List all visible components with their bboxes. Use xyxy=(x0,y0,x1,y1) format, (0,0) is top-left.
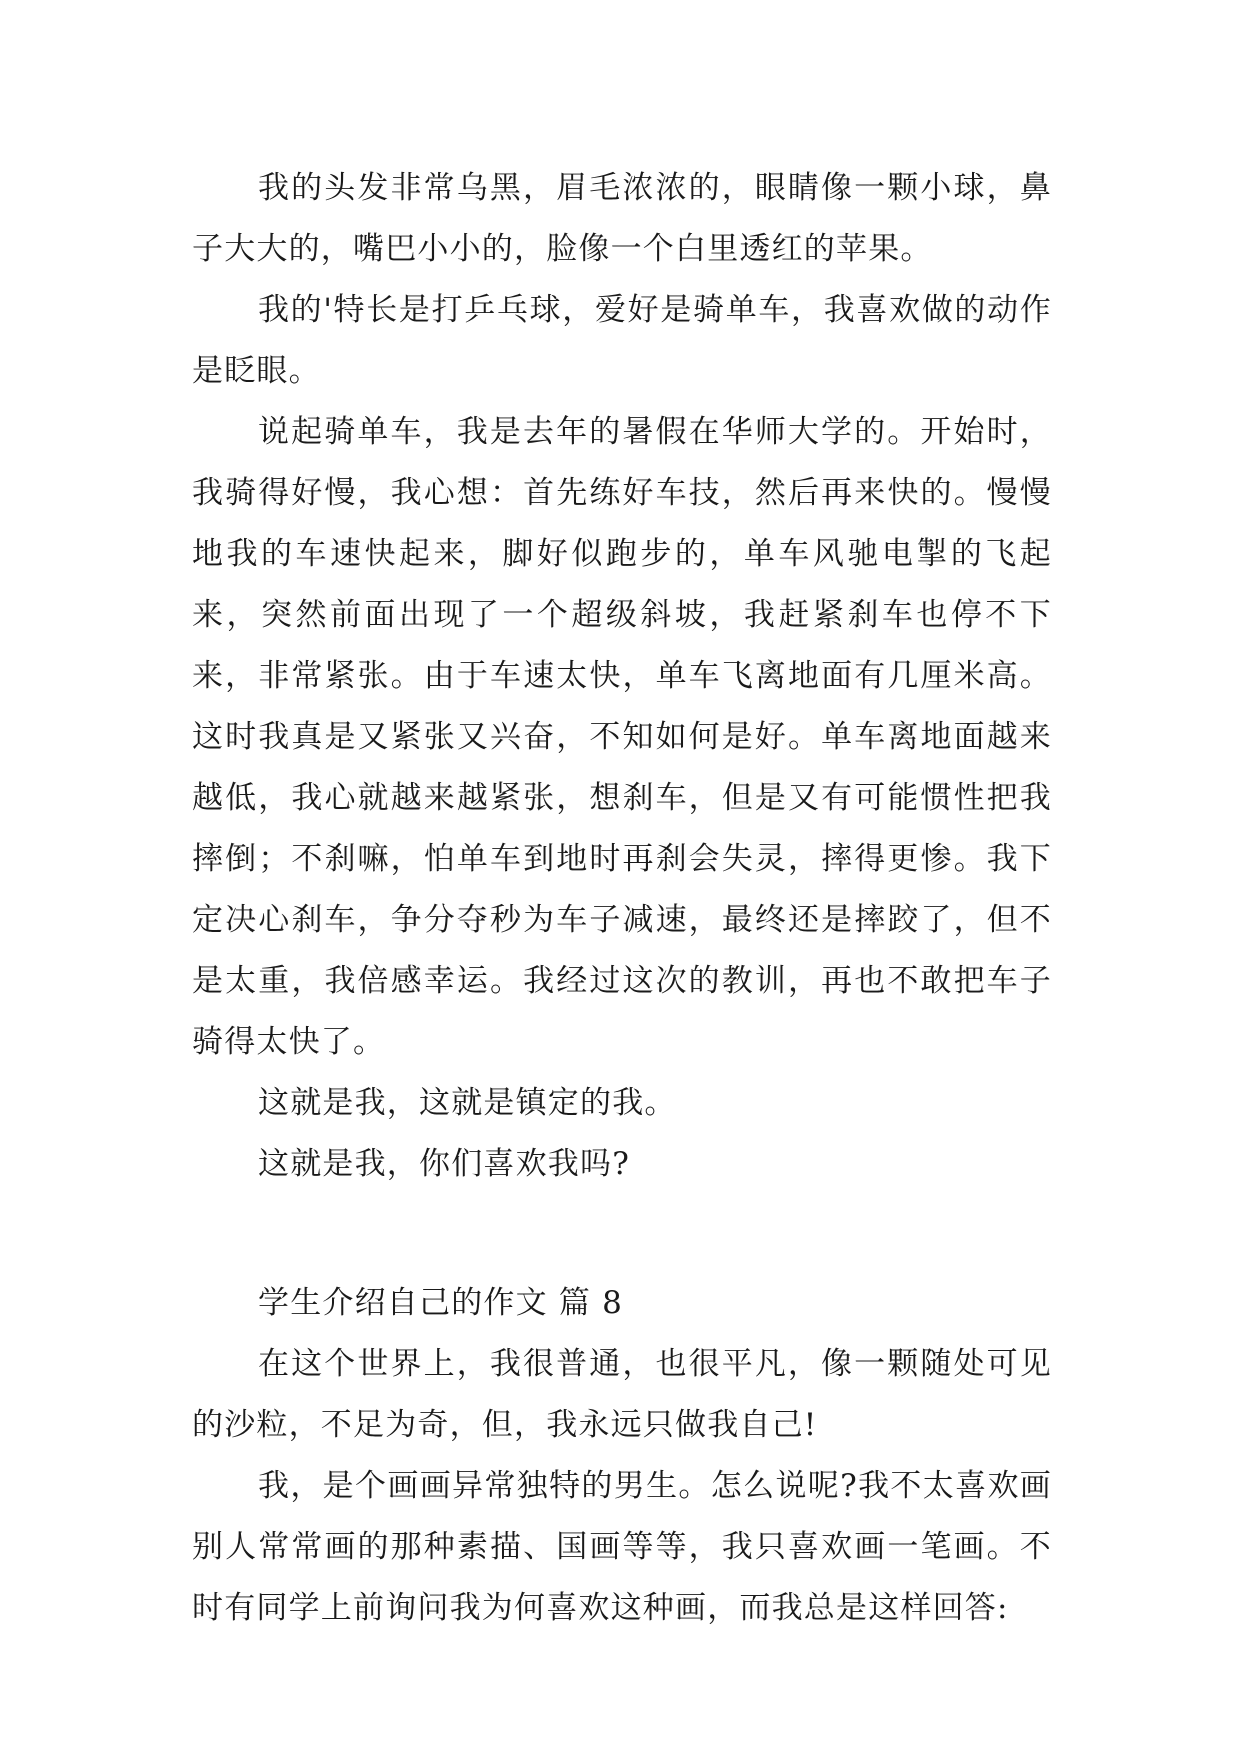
paragraph: 我的头发非常乌黑，眉毛浓浓的，眼睛像一颗小球，鼻子大大的，嘴巴小小的，脸像一个白里透红的苹果。 xyxy=(192,170,1052,267)
document-page xyxy=(192,158,1052,1639)
section-heading: 学生介绍自己的作文 篇 8 xyxy=(258,1285,624,1321)
paragraph: 说起骑单车，我是去年的暑假在华师大学的。开始时，我骑得好慢，我心想：首先练好车技，然后再来快的。慢慢地我的车速快起来，脚好似跑步的，单车风驰电掣的飞起来，突然前面出现了一个超级斜坡，我赶紧刹车也停不下来，非常紧张。由于车速太快，单车飞离地面有几厘米高。这时我真是又紧张又兴奋，不知如何是好。单车离地面越来越低，我心就越来越紧张，想刹车，但是又有可能惯性把我摔倒；不刹嘛，怕单车到地时再刹会失灵，摔得更惨。我下定决心刹车，争分夺秒为车子减速，最终还是摔跤了，但不是太重，我倍感幸运。我经过这次的教训，再也不敢把车子骑得太快了。 xyxy=(192,414,1052,1060)
paragraph: 我的'特长是打乒乓球，爱好是骑单车，我喜欢做的动作是眨眼。 xyxy=(192,292,1052,389)
section-spacer xyxy=(192,1195,1052,1273)
paragraph: 这就是我，你们喜欢我吗? xyxy=(258,1146,631,1182)
paragraph: 我，是个画画异常独特的男生。怎么说呢?我不太喜欢画别人常常画的那种素描、国画等等，我只喜欢画一笔画。不时有同学上前询问我为何喜欢这种画，而我总是这样回答: xyxy=(192,1468,1052,1626)
paragraph: 在这个世界上，我很普通，也很平凡，像一颗随处可见的沙粒，不足为奇，但，我永远只做我自己! xyxy=(192,1346,1052,1443)
paragraph: 这就是我，这就是镇定的我。 xyxy=(258,1085,677,1121)
